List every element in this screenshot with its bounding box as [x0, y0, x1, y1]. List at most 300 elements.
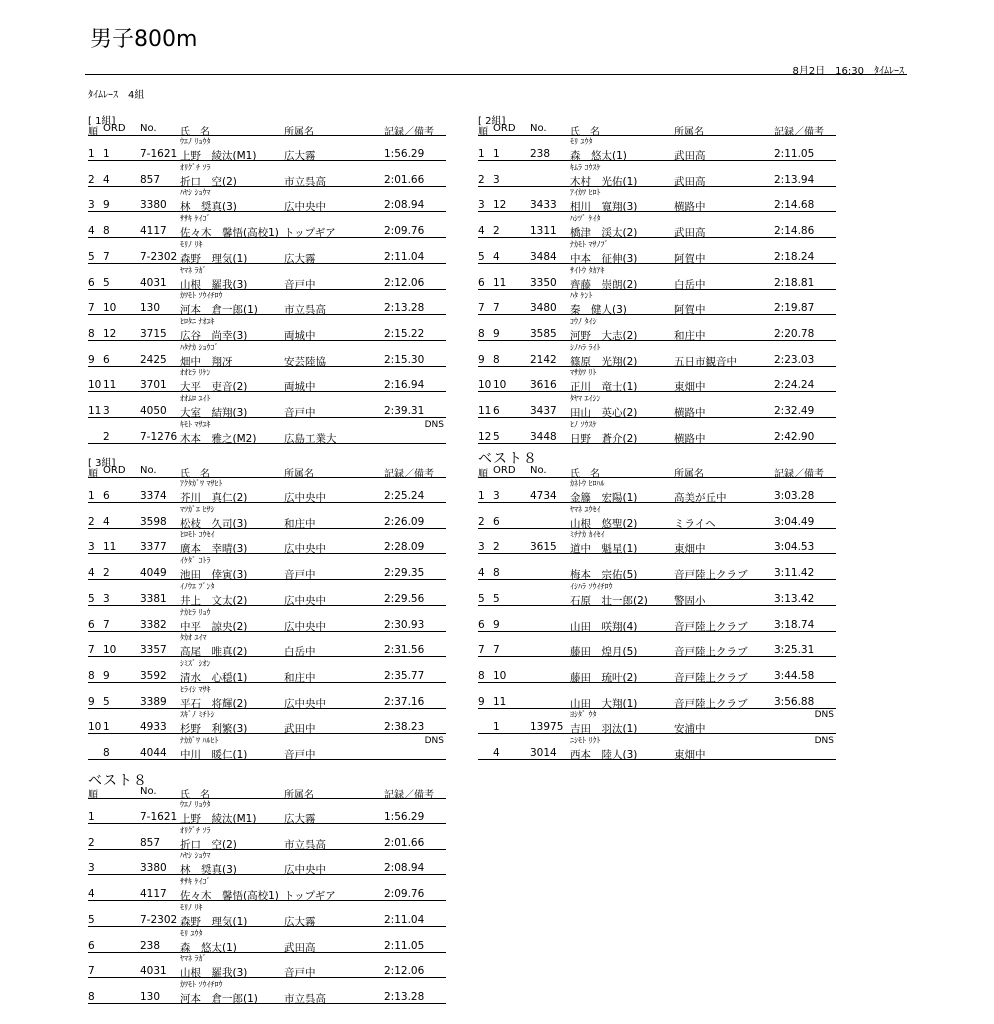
header-name: 氏 名 [180, 790, 210, 801]
name-kana: ｵｵﾋﾗ ﾘｹﾝ [180, 368, 211, 378]
rank-cell: 2 [88, 173, 95, 186]
rank-cell: 1 [478, 148, 485, 160]
table-row [88, 136, 446, 161]
affiliation-cell: 白岳中 [674, 278, 706, 291]
bib-cell: 4031 [140, 276, 167, 289]
name-cell: 大平 吏音(2) [180, 381, 248, 394]
rank-cell: 10 [88, 379, 102, 392]
name-cell: 齊藤 崇朗(2) [570, 278, 638, 291]
affiliation-cell: 広大霧 [284, 915, 316, 928]
column-header [88, 786, 446, 799]
rank-cell: 1 [88, 811, 95, 823]
bib-cell: 3380 [140, 199, 167, 212]
table-row [478, 632, 836, 657]
table-row [478, 316, 836, 341]
table-row [88, 213, 446, 238]
header-rank: 順 [88, 127, 98, 138]
record-cell: 2:16.94 [384, 379, 425, 392]
name-cell: 池田 倖寅(3) [180, 569, 248, 582]
affiliation-cell: 武田中 [284, 723, 316, 736]
record-cell: 2:23.03 [774, 353, 815, 366]
bib-cell: 3381 [140, 592, 167, 605]
name-kana: ｻｻｷ ｹｲｺﾞ [180, 214, 211, 224]
table-row [88, 342, 446, 367]
bib-cell: 2425 [140, 353, 167, 366]
rank-cell: 6 [88, 618, 95, 631]
ord-cell: 11 [103, 379, 117, 392]
bib-cell: 3715 [140, 327, 167, 340]
row-divider [478, 443, 836, 444]
header-no: No. [140, 465, 157, 476]
bib-cell: 3014 [530, 747, 557, 759]
rank-cell: 9 [478, 695, 485, 708]
table-row [88, 902, 446, 927]
rank-cell: 7 [478, 302, 485, 315]
ord-cell: 10 [103, 644, 117, 657]
bib-cell: 857 [140, 173, 161, 186]
ord-cell: 4 [103, 515, 110, 528]
record-cell: 2:11.04 [384, 250, 425, 263]
name-kana: ｳｴﾉ ﾘｮｳﾀ [180, 800, 211, 809]
name-kana: ｶﾜﾓﾄ ｿｳｲﾁﾛｳ [180, 291, 223, 301]
name-cell: 折口 空(2) [180, 838, 237, 851]
affiliation-cell: 和庄中 [284, 671, 316, 684]
table-row [88, 799, 446, 824]
bib-cell: 3382 [140, 618, 167, 631]
record-cell: 2:14.68 [774, 199, 815, 212]
affiliation-cell: 阿賀中 [674, 252, 706, 265]
name-cell: 清水 心穏(1) [180, 671, 248, 684]
affiliation-cell: 武田高 [674, 150, 706, 162]
header-rank: 順 [478, 469, 488, 480]
bib-cell: 238 [530, 148, 551, 160]
affiliation-cell: 音戸陸上クラブ [674, 620, 748, 633]
table-row [478, 290, 836, 315]
column-header [478, 123, 836, 136]
name-cell: 山根 悠聖(2) [570, 517, 638, 530]
ord-cell: 7 [103, 250, 110, 263]
ord-cell: 1 [493, 721, 500, 734]
affiliation-cell: 広大霧 [284, 813, 316, 825]
table-row [88, 290, 446, 315]
name-cell: 日野 蒼介(2) [570, 432, 638, 445]
table-row [88, 316, 446, 341]
table-row [88, 735, 446, 760]
bib-cell: 7-1621 [140, 148, 178, 160]
rank-cell: 6 [88, 939, 95, 952]
bib-cell: 2142 [530, 353, 557, 366]
record-cell: 2:32.49 [774, 405, 815, 417]
affiliation-cell: 和庄中 [674, 329, 706, 342]
heat-label: ベスト８ [478, 451, 538, 467]
table-row [88, 850, 446, 875]
affiliation-cell: 音戸陸上クラブ [674, 671, 748, 684]
bib-cell: 3350 [530, 276, 557, 289]
affiliation-cell: 音戸中 [284, 749, 316, 761]
name-cell: 山田 大翔(1) [570, 697, 638, 710]
ord-cell: 9 [103, 669, 110, 682]
bib-cell: 3484 [530, 250, 557, 263]
affiliation-cell: 五日市観音中 [674, 355, 737, 368]
bib-cell: 4044 [140, 747, 167, 759]
name-cell: 廣本 幸晴(3) [180, 543, 248, 556]
header-name: 氏 名 [180, 469, 210, 480]
name-kana: ﾅｶｶﾞﾜ ﾊﾙﾋﾄ [180, 736, 219, 745]
rank-cell: 7 [88, 644, 95, 657]
name-kana: ｱｸﾀｶﾞﾜ ﾏｻﾋﾄ [180, 479, 223, 488]
ord-cell: 10 [493, 669, 507, 682]
bib-cell: 3389 [140, 695, 167, 708]
name-kana: ﾊﾀ ｹﾝﾄ [570, 291, 593, 301]
rank-cell: 4 [88, 888, 95, 901]
affiliation-cell: 警固小 [674, 594, 706, 607]
affiliation-cell: トップギア [284, 227, 336, 240]
name-cell: 山田 咲翔(4) [570, 620, 638, 633]
table-row [478, 393, 836, 418]
affiliation-cell: 横路中 [674, 201, 706, 214]
name-kana: ﾔﾏﾈ ﾗｶﾞ [180, 265, 207, 275]
bib-cell: 857 [140, 836, 161, 849]
ord-cell: 11 [103, 541, 117, 554]
affiliation-cell: 音戸中 [284, 967, 316, 980]
affiliation-cell: 市立呉高 [284, 175, 326, 188]
name-kana: ﾋﾛﾓﾄ ｺｳｾｲ [180, 530, 215, 540]
bib-cell: 4117 [140, 225, 167, 238]
ord-cell: 6 [493, 515, 500, 528]
rank-cell: 8 [478, 669, 485, 682]
table-row [478, 684, 836, 709]
rank-cell: 3 [478, 541, 485, 554]
name-kana: ﾀﾔﾏ ｴｲｼﾝ [570, 394, 601, 403]
table-row [478, 529, 836, 554]
name-kana: ﾏﾂｶﾞｴ ﾋｻｼ [180, 504, 215, 514]
rank-cell: 2 [88, 515, 95, 528]
ord-cell: 7 [493, 644, 500, 657]
name-cell: 相川 寛翔(3) [570, 201, 638, 214]
record-cell: 2:19.87 [774, 302, 815, 315]
bib-cell: 4734 [530, 490, 557, 502]
record-cell: 2:09.76 [384, 225, 425, 238]
header-record: 記録／備考 [774, 469, 824, 480]
bib-cell: 13975 [530, 721, 564, 734]
name-cell: 橋津 渓太(2) [570, 227, 638, 240]
header-rank: 順 [88, 790, 98, 801]
name-kana: ｻｲﾄｳ ﾀｶｱｷ [570, 265, 605, 275]
name-kana: ｼﾐｽﾞ ｼｵﾝ [180, 658, 211, 668]
bib-cell: 3374 [140, 490, 167, 502]
rank-cell: 8 [88, 990, 95, 1003]
record-cell: 2:08.94 [384, 862, 425, 875]
table-row [88, 162, 446, 187]
header-no: No. [140, 123, 157, 134]
affiliation-cell: 音戸中 [284, 569, 316, 582]
record-cell: 3:56.88 [774, 695, 815, 708]
table-row [88, 419, 446, 444]
record-cell: 2:15.30 [384, 353, 425, 366]
name-cell: 秦 健人(3) [570, 304, 627, 317]
ord-cell: 6 [103, 490, 110, 502]
ord-cell: 9 [493, 327, 500, 340]
column-header [88, 465, 446, 478]
name-cell: 河本 倉一郎(1) [180, 992, 258, 1005]
table-row [88, 504, 446, 529]
table-row [478, 342, 836, 367]
record-note: DNS [814, 710, 834, 721]
rank-cell: 2 [478, 515, 485, 528]
name-kana: ﾋﾛﾀﾆ ﾅｵﾕｷ [180, 316, 215, 326]
bib-cell: 3433 [530, 199, 557, 212]
record-cell: 2:29.35 [384, 567, 425, 580]
ord-cell: 7 [103, 618, 110, 631]
column-header [88, 123, 446, 136]
record-cell: 3:04.53 [774, 541, 815, 554]
heat-label: [ 1組] [88, 116, 116, 127]
record-note: DNS [814, 736, 834, 746]
name-cell: 西本 陸人(3) [570, 749, 638, 761]
name-cell: 佐々木 馨悟(高校1) [180, 890, 279, 903]
affiliation-cell: 阿賀中 [674, 304, 706, 317]
rank-cell: 9 [478, 353, 485, 366]
name-cell: 広谷 尚幸(3) [180, 329, 248, 342]
name-cell: 河野 大志(2) [570, 329, 638, 342]
record-cell: 2:13.28 [384, 990, 425, 1003]
header-affiliation: 所属名 [284, 127, 314, 138]
bib-cell: 238 [140, 939, 161, 952]
rank-cell: 3 [88, 862, 95, 875]
ord-cell: 1 [493, 148, 500, 160]
record-cell: 2:29.56 [384, 592, 425, 605]
name-cell: 河本 倉一郎(1) [180, 304, 258, 317]
table-row [88, 529, 446, 554]
ord-cell: 8 [493, 567, 500, 580]
table-row [88, 239, 446, 264]
ord-cell: 1 [103, 148, 110, 160]
bib-cell: 130 [140, 302, 161, 315]
name-cell: 梅本 宗佑(5) [570, 569, 638, 582]
rank-cell: 4 [88, 567, 95, 580]
ord-cell: 3 [493, 490, 500, 502]
rank-cell: 3 [88, 199, 95, 212]
record-cell: 2:35.77 [384, 669, 425, 682]
header-record: 記録／備考 [384, 469, 434, 480]
bib-cell: 3598 [140, 515, 167, 528]
table-row [478, 607, 836, 632]
record-cell: 2:08.94 [384, 199, 425, 212]
affiliation-cell: 安浦中 [674, 723, 706, 736]
header-rank: 順 [88, 469, 98, 480]
rank-cell: 1 [88, 490, 95, 502]
name-kana: ﾓﾘ ﾕｳﾀ [570, 137, 593, 146]
table-row [478, 265, 836, 290]
affiliation-cell: 東畑中 [674, 749, 706, 761]
bib-cell: 3592 [140, 669, 167, 682]
name-cell: 佐々木 馨悟(高校1) [180, 227, 279, 240]
name-kana: ｶﾜﾓﾄ ｿｳｲﾁﾛｳ [180, 979, 223, 989]
ord-cell: 8 [103, 225, 110, 238]
bib-cell: 4031 [140, 965, 167, 978]
rank-cell: 4 [88, 225, 95, 238]
rank-cell: 10 [478, 379, 492, 392]
rank-cell: 7 [88, 965, 95, 978]
name-cell: 松枝 久司(3) [180, 517, 248, 530]
affiliation-cell: 広大霧 [284, 252, 316, 265]
table-row [88, 825, 446, 850]
ord-cell: 5 [493, 430, 500, 443]
name-kana: ﾅｶﾓﾄ ﾏｻﾉﾌﾞ [570, 239, 609, 249]
ord-cell: 3 [103, 405, 110, 417]
header-rank: 順 [478, 127, 488, 138]
name-cell: 平石 将輝(2) [180, 697, 248, 710]
record-cell: 2:42.90 [774, 430, 815, 443]
header-affiliation: 所属名 [674, 127, 704, 138]
header-no: No. [530, 123, 547, 134]
name-cell: 杉野 利繁(3) [180, 723, 248, 736]
best8-label: ベスト８ [88, 773, 148, 789]
record-cell: 2:11.05 [384, 939, 425, 952]
affiliation-cell: 広中央中 [284, 543, 326, 556]
affiliation-cell: 音戸陸上クラブ [674, 697, 748, 710]
name-kana: ｷﾑﾗ ｺｳｽｹ [570, 162, 601, 172]
record-cell: 2:18.24 [774, 250, 815, 263]
bib-cell: 3701 [140, 379, 167, 392]
table-row [88, 658, 446, 683]
ord-cell: 10 [493, 379, 507, 392]
name-kana: ﾅｶﾋﾗ ﾘｮｳ [180, 607, 211, 617]
name-cell: 畑中 翔冴 [180, 355, 233, 368]
name-kana: ｷﾓﾄ ﾏｻﾕｷ [180, 419, 211, 429]
header-affiliation: 所属名 [284, 790, 314, 801]
table-row [478, 478, 836, 503]
table-row [88, 478, 446, 503]
name-kana: ｳｴﾉ ﾘｮｳﾀ [180, 137, 211, 146]
name-cell: 大室 結翔(3) [180, 407, 248, 419]
rank-cell: 3 [88, 541, 95, 554]
table-row [88, 607, 446, 632]
heat-label: [ 2組] [478, 116, 506, 127]
rank-cell: 7 [478, 644, 485, 657]
rank-cell: 1 [478, 490, 485, 502]
record-cell: 2:25.24 [384, 490, 425, 502]
record-cell: 2:26.09 [384, 515, 425, 528]
record-cell: 2:12.06 [384, 965, 425, 978]
table-row [478, 504, 836, 529]
name-cell: 中平 諒央(2) [180, 620, 248, 633]
table-row [478, 735, 836, 760]
bib-cell: 3585 [530, 327, 557, 340]
record-cell: 2:37.16 [384, 695, 425, 708]
affiliation-cell: 広中央中 [284, 697, 326, 710]
affiliation-cell: 両城中 [284, 381, 316, 394]
record-cell: 3:03.28 [774, 490, 815, 502]
affiliation-cell: 広中央中 [284, 492, 326, 504]
bib-cell: 4933 [140, 721, 167, 734]
affiliation-cell: 東畑中 [674, 543, 706, 556]
ord-cell: 9 [103, 199, 110, 212]
table-row [88, 684, 446, 709]
name-cell: 木本 雅之(M2) [180, 432, 257, 445]
ord-cell: 4 [493, 747, 500, 759]
ord-cell: 5 [103, 695, 110, 708]
rank-cell: 1 [88, 148, 95, 160]
table-row [88, 265, 446, 290]
name-cell: 中川 暖仁(1) [180, 749, 248, 761]
round-subtitle: ﾀｲﾑﾚｰｽ 4組 [88, 90, 145, 101]
ord-cell: 8 [103, 747, 110, 759]
name-kana: ﾀｶｵ ﾕｲﾏ [180, 633, 207, 643]
rank-cell: 10 [88, 721, 102, 734]
header-ord: ORD [493, 123, 516, 134]
affiliation-cell: 音戸中 [284, 278, 316, 291]
rank-cell: 6 [478, 618, 485, 631]
ord-cell: 7 [493, 302, 500, 315]
table-row [88, 555, 446, 580]
name-kana: ﾐﾁﾅｶ ｶｲｾｲ [570, 530, 605, 540]
bib-cell: 3448 [530, 430, 557, 443]
record-cell: 2:30.93 [384, 618, 425, 631]
record-cell: 2:24.24 [774, 379, 815, 392]
record-cell: 2:15.22 [384, 327, 425, 340]
table-row [88, 367, 446, 392]
affiliation-cell: 東畑中 [674, 381, 706, 394]
name-cell: 森 悠太(1) [570, 150, 627, 162]
name-kana: ﾊﾀﾅｶ ｼｮｳｺﾞ [180, 342, 219, 352]
name-cell: 木村 光佑(1) [570, 175, 638, 188]
name-kana: ｲﾉｳｴ ﾌﾞﾝﾀ [180, 581, 215, 591]
rank-cell: 6 [88, 276, 95, 289]
ord-cell: 6 [493, 405, 500, 417]
bib-cell: 4117 [140, 888, 167, 901]
ord-cell: 3 [103, 592, 110, 605]
name-cell: 山根 羅我(3) [180, 278, 248, 291]
record-cell: 2:01.66 [384, 836, 425, 849]
rank-cell: 4 [478, 567, 485, 580]
row-divider [88, 759, 446, 760]
header-ord: ORD [103, 465, 126, 476]
record-cell: 3:25.31 [774, 644, 815, 657]
name-kana: ﾔﾏﾈ ﾗｶﾞ [180, 954, 207, 964]
record-cell: 2:11.05 [774, 148, 815, 160]
table-row [88, 876, 446, 901]
record-cell: 3:13.42 [774, 592, 815, 605]
name-kana: ﾓﾘﾉ ﾘｷ [180, 902, 203, 912]
ord-cell: 2 [103, 430, 110, 443]
ord-cell: 1 [103, 721, 110, 734]
name-cell: 上野 綾汰(M1) [180, 813, 257, 825]
name-cell: 折口 空(2) [180, 175, 237, 188]
record-cell: 1:56.29 [384, 148, 425, 160]
name-kana: ﾊﾔｼ ｼｮｳﾏ [180, 188, 211, 198]
name-cell: 吉田 羽汰(1) [570, 723, 638, 736]
bib-cell: 3615 [530, 541, 557, 554]
bib-cell: 7-2302 [140, 913, 178, 926]
ord-cell: 2 [493, 541, 500, 554]
name-cell: 芥川 真仁(2) [180, 492, 248, 504]
table-row [88, 979, 446, 1004]
affiliation-cell: 武田高 [674, 175, 706, 188]
rank-cell: 11 [478, 405, 492, 417]
rank-cell: 2 [478, 173, 485, 186]
name-kana: ﾋﾉ ｿｳｽｹ [570, 419, 597, 429]
record-cell: 2:28.09 [384, 541, 425, 554]
ord-cell: 8 [493, 353, 500, 366]
name-kana: ﾊｼﾂﾞ ｹｲﾀ [570, 214, 601, 224]
rank-cell: 5 [88, 913, 95, 926]
rank-cell: 8 [88, 669, 95, 682]
rank-cell: 4 [478, 225, 485, 238]
affiliation-cell: 音戸陸上クラブ [674, 569, 748, 582]
record-cell: 2:01.66 [384, 173, 425, 186]
ord-cell: 11 [493, 695, 507, 708]
